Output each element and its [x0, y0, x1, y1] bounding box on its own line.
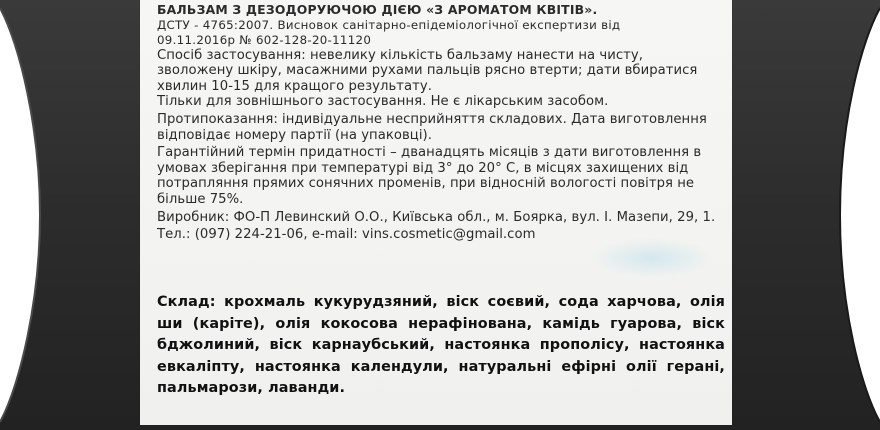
- dstu-line-2: 09.11.2016р № 602-128-20-11120: [157, 32, 372, 47]
- label-text-block: [157, 2, 719, 243]
- contacts: Тел.: (097) 224-21-06, e-mail: vins.cosmetic@gmail.com: [157, 227, 536, 243]
- usage-instructions: Спосіб застосування: невелику кількість бальзаму нанести на чисту, зволожену шкіру, масажними рухами пальців рясно втерти; дати вбиратися хвилин 10-15 для кращого результату.: [157, 47, 698, 94]
- contraindications: Протипоказання: індивідуальне несприйняття складових. Дата виготовлення відповідає номеру партії (на упаковці).: [157, 111, 707, 143]
- product-title: БАЛЬЗАМ З ДЕЗОДОРУЮЧОЮ ДІЄЮ «З АРОМАТОМ КВІТІВ».: [157, 2, 598, 17]
- dstu-line-1: ДСТУ - 4765:2007. Висновок санітарно-епідеміологічної експертизи від: [157, 17, 621, 32]
- manufacturer: Виробник: ФО-П Левинский О.О., Київська обл., м. Боярка, вул. І. Мазепи, 29, 1.: [157, 209, 716, 225]
- shelf-life: Гарантійний термін придатності – дванадцять місяців з дати виготовлення в умовах зберігання при температурі від 3° до 20° С, в місцях захищених від потрапляння прямих сонячних променів, при відносній вологості повітря не більше 75%.: [157, 145, 702, 207]
- external-use-note: Тільки для зовнішнього застосування. Не є лікарським засобом.: [157, 94, 609, 110]
- product-label: [140, 0, 732, 425]
- composition-block: [157, 292, 725, 400]
- composition: Склад: крохмаль кукурудзяний, віск соєвий, сода харчова, олія ши (каріте), олія кокосова нерафінована, камідь гуарова, віск бджолиний, віск карнаубський, настоянка прополісу, настоянка евкаліпту, настоянка календули, натуральні ефірні олії герані, пальмарози, лаванди.: [157, 294, 725, 396]
